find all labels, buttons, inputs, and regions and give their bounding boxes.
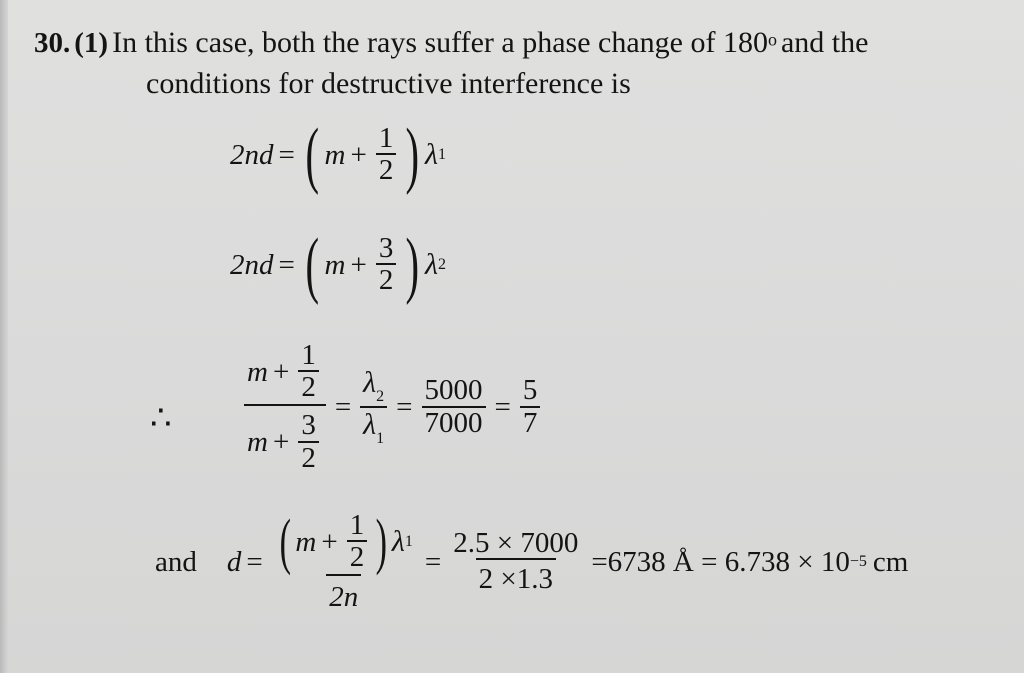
ratio-bot-m: m <box>247 425 268 458</box>
ratio-top-plus: + <box>272 355 290 388</box>
final-equation <box>155 510 908 614</box>
eq1-plus: + <box>350 138 367 171</box>
eq1-lambda-sub: 1 <box>437 146 446 163</box>
final-right-paren: ) <box>375 508 388 577</box>
ratio-equals-1: = <box>334 390 352 423</box>
final-small-num: 1 <box>349 509 365 541</box>
eq1-lambda: λ <box>424 138 438 171</box>
eq2-fraction <box>376 233 397 297</box>
statement-line-2: conditions for destructive interference is <box>146 67 631 100</box>
numeric-num: 2.5 × 7000 <box>453 526 579 559</box>
lambda-den-sub: 1 <box>376 429 385 447</box>
eq1-lhs: 2nd <box>230 138 274 171</box>
eq2-plus: + <box>350 248 367 281</box>
equation-2 <box>230 224 446 306</box>
eq1-frac-den: 2 <box>376 153 397 187</box>
ratio-bottom <box>244 404 326 474</box>
final-denominator: 2n <box>326 574 361 614</box>
lambda-num: λ <box>363 366 377 400</box>
problem-header <box>34 26 868 60</box>
ratio-bot-num: 3 <box>301 409 316 442</box>
final-lambda-sub: 1 <box>404 532 413 550</box>
ratio-top-num: 1 <box>301 339 316 371</box>
final-equals-1: = <box>246 545 263 578</box>
final-equals-2: = <box>424 545 442 578</box>
eq2-lambda-sub: 2 <box>437 256 446 273</box>
ratio-top-m: m <box>247 355 268 388</box>
final-lambda: λ <box>391 525 405 559</box>
final-big-fraction <box>272 510 416 614</box>
lambda-ratio <box>360 367 387 447</box>
statement-line-1-end: and the <box>780 26 869 59</box>
lambda-ratio-num <box>360 367 387 406</box>
and-word: and <box>155 545 197 578</box>
ratio-top <box>244 340 326 404</box>
equation-1 <box>230 114 446 196</box>
eq2-equals: = <box>278 248 295 281</box>
option-label: (1) <box>74 27 109 59</box>
final-small-fraction <box>347 510 368 574</box>
eq2-lhs: 2nd <box>230 248 274 281</box>
eq1-right-paren: ) <box>405 114 420 196</box>
value-ratio-num: 5000 <box>424 374 483 407</box>
final-d: d <box>226 545 242 578</box>
final-left-paren: ( <box>279 508 291 577</box>
ratio-bot-den: 2 <box>298 441 319 475</box>
result-ratio-den: 7 <box>520 406 541 440</box>
result-ratio-num: 5 <box>522 374 538 407</box>
eq1-fraction <box>376 123 397 187</box>
ratio-bot-plus: + <box>272 425 290 458</box>
ratio-top-fraction <box>298 340 319 404</box>
eq1-equals: = <box>278 138 295 171</box>
eq2-frac-den: 2 <box>376 263 397 297</box>
lambda-num-sub: 2 <box>376 388 385 406</box>
eq2-m: m <box>324 248 346 281</box>
ratio-equals-3: = <box>494 390 511 423</box>
page-edge <box>0 0 8 673</box>
ratio-equals-2: = <box>396 390 413 423</box>
final-m: m <box>295 525 317 558</box>
value-ratio <box>422 375 486 439</box>
result-ratio <box>520 375 541 439</box>
eq2-right-paren: ) <box>405 224 420 306</box>
ratio-top-den: 2 <box>298 370 319 404</box>
eq2-lambda: λ <box>424 248 438 281</box>
ratio-equation <box>240 340 544 475</box>
value-ratio-den: 7000 <box>422 406 486 440</box>
eq1-m: m <box>324 138 346 171</box>
final-numerator <box>272 508 416 577</box>
numeric-den: 2 ×1.3 <box>476 558 556 596</box>
final-plus: + <box>321 525 338 558</box>
lambda-den: λ <box>363 407 377 441</box>
lambda-ratio-den <box>360 406 387 448</box>
final-exponent: −5 <box>849 553 867 571</box>
ratio-bot-fraction <box>298 410 319 474</box>
eq1-left-paren: ( <box>305 114 319 196</box>
final-result: =6738 Å = 6.738 × 10 <box>591 545 850 578</box>
final-small-den: 2 <box>347 540 368 574</box>
degree-symbol: o <box>767 29 777 50</box>
statement-line-1: In this case, both the rays suffer a phase change of 180 <box>112 26 768 59</box>
therefore-symbol: ∴ <box>150 400 172 437</box>
eq2-left-paren: ( <box>305 224 319 306</box>
ratio-big-fraction <box>244 340 326 475</box>
eq1-frac-num: 1 <box>378 121 394 154</box>
final-unit: cm <box>872 545 909 578</box>
numeric-fraction <box>450 528 581 596</box>
eq2-frac-num: 3 <box>378 231 394 264</box>
question-number: 30. <box>34 27 71 59</box>
